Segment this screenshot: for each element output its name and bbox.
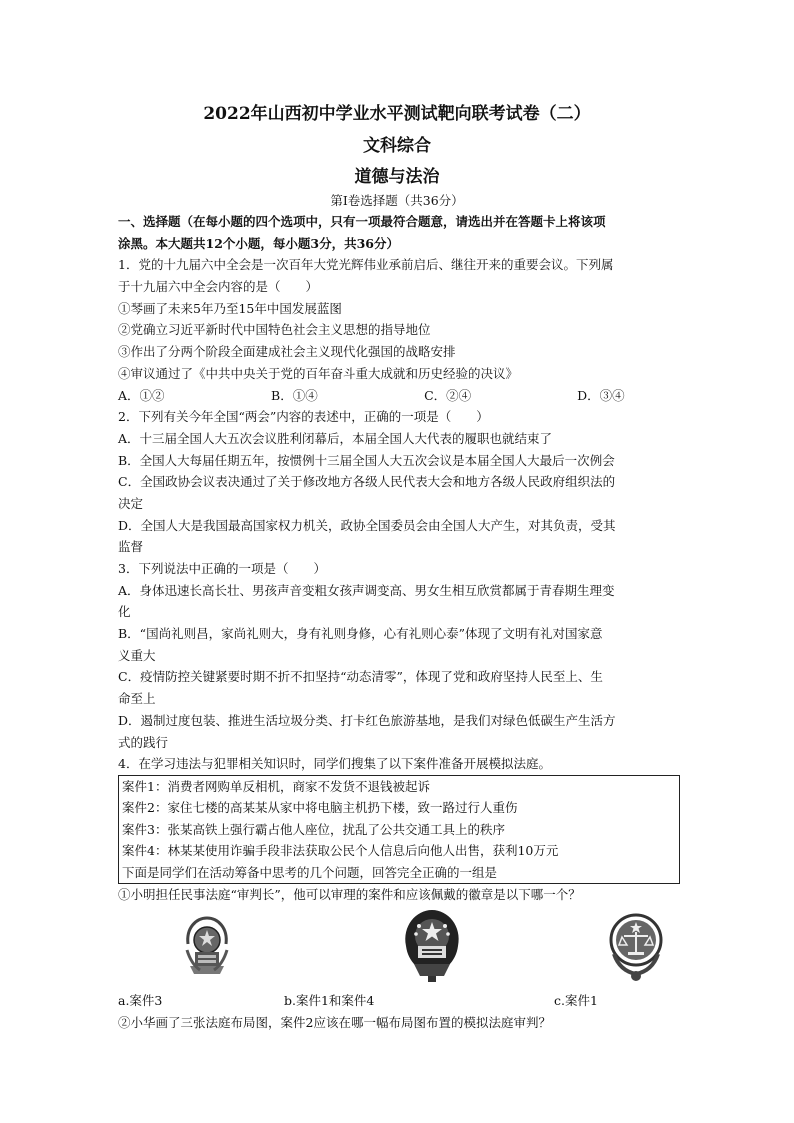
q1-item-1: ①琴画了未来5年乃至15年中国发展蓝图 (118, 300, 342, 316)
q3-line-2: 化 (118, 604, 131, 620)
court-emblem-icon (608, 910, 664, 984)
q2-line-1: A．十三届全国人大五次会议胜利闭幕后，本届全国人大代表的履职也就结束了 (118, 430, 553, 446)
q2-line-4: 决定 (118, 495, 144, 511)
q2-line-6: 监督 (118, 539, 144, 555)
section-title: 道德与法治 (354, 167, 440, 187)
procuratorate-emblem-icon (182, 914, 232, 980)
case-2: 案件2：家住七楼的高某某从家中将电脑主机扔下楼，致一路过行人重伤 (122, 800, 518, 816)
exam-title: 2022年山西初中学业水平测试靶向联考试卷（二） (203, 104, 591, 124)
q2-line-5: D．全国人大是我国最高国家权力机关，政协全国委员会由全国人大产生，对其负责，受其 (118, 517, 616, 533)
q4-stem: 4．在学习违法与犯罪相关知识时，同学们搜集了以下案件准备开展模拟法庭。 (118, 756, 551, 772)
q2-stem: 2．下列有关今年全国“两会”内容的表述中，正确的一项是（ ） (118, 409, 489, 425)
subject-title: 文科综合 (363, 136, 431, 156)
choice-a: a.案件3 (118, 993, 163, 1009)
case-3: 案件3：张某高铁上强行霸占他人座位，扰乱了公共交通工具上的秩序 (122, 821, 505, 837)
instructions-line-2: 涂黑。本大题共12个小题，每小题3分，共36分） (118, 235, 399, 251)
q1-option-c: C．②④ (424, 387, 472, 403)
q3-line-8: 式的践行 (118, 734, 169, 750)
part-heading: 第Ⅰ卷选择题（共36分） (330, 193, 464, 208)
question-content (118, 211, 678, 1034)
q3-line-7: D．遏制过度包装、推进生活垃圾分类、打卡红色旅游基地，是我们对绿色低碳生产生活方 (118, 712, 616, 728)
q3-stem: 3．下列说法中正确的一项是（ ） (118, 561, 326, 576)
q1-item-3: ③作出了分两个阶段全面建成社会主义现代化强国的战略安排 (118, 344, 456, 360)
q3-line-5: C．疫情防控关键紧要时期不折不扣坚持“动态清零”，体现了党和政府坚持人民至上、生 (118, 669, 603, 685)
case-box (118, 775, 680, 885)
case-4: 案件4：林某某使用诈骗手段非法获取公民个人信息后向他人出售，获利10万元 (122, 843, 559, 859)
instructions-line-1: 一、选择题（在每小题的四个选项中，只有一项最符合题意，请选出并在答题卡上将该项 (118, 214, 606, 229)
q2-line-3: C．全国政协会议表决通过了关于修改地方各级人民代表大会和地方各级人民政府组织法的 (118, 474, 616, 490)
q2-line-2: B．全国人大每届任期五年，按惯例十三届全国人大五次会议是本届全国人大最后一次例会 (118, 452, 615, 468)
q3-line-4: 义重大 (118, 647, 156, 663)
q1-stem-line-2: 于十九届六中全会内容的是（ ） (118, 279, 319, 295)
choice-c: c.案件1 (554, 993, 598, 1009)
choices-row (118, 990, 678, 1012)
q3-line-6: 命至上 (118, 691, 156, 707)
national-emblem-icon (400, 906, 464, 986)
q3-line-1: A．身体迅速长高长壮、男孩声音变粗女孩声调变高、男女生相互欣赏都属于青春期生理变 (118, 582, 615, 598)
q1-item-4: ④审议通过了《中共中央关于党的百年奋斗重大成就和历史经验的决议》 (118, 365, 519, 381)
q4-sub-question-2: ②小华画了三张法庭布局图，案件2应该在哪一幅布局图布置的模拟法庭审判？ (118, 1015, 551, 1031)
emblem-row (118, 906, 678, 990)
case-1: 案件1：消费者网购单反相机，商家不发货不退钱被起诉 (122, 778, 430, 794)
choice-b: b.案件1和案件4 (284, 993, 375, 1009)
case-prompt: 下面是同学们在活动筹备中思考的几个问题，回答完全正确的一组是 (122, 864, 498, 880)
q1-options (118, 385, 678, 407)
q1-option-a: A．①② (118, 387, 165, 403)
q1-stem-line-1: 1．党的十九届六中全会是一次百年大党光辉伟业承前启后、继往开来的重要会议。下列属 (118, 257, 614, 273)
q3-line-3: B．“国尚礼则昌，家尚礼则大，身有礼则身修，心有礼则心泰”体现了文明有礼对国家意 (118, 626, 603, 642)
q1-item-2: ②党确立习近平新时代中国特色社会主义思想的指导地位 (118, 322, 431, 338)
q1-option-d: D．③④ (577, 387, 625, 403)
q4-sub-question-1: ①小明担任民事法庭“审判长”，他可以审理的案件和应该佩戴的徽章是以下哪一个？ (118, 887, 581, 903)
q1-option-b: B．①④ (271, 387, 318, 403)
